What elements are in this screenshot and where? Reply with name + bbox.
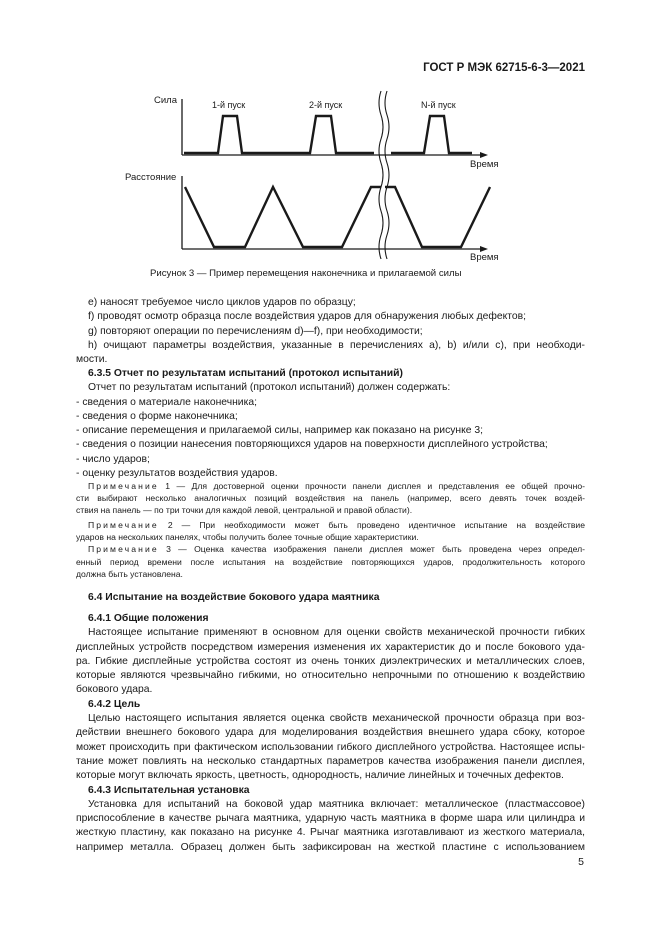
paragraph-line: которые являются чрезвычайно гибкими, но относительно непрочными по отношению к воздействию [76,670,585,682]
paragraph-line: приспособление в качестве рычага маятника, ударную часть маятника в форме шара или цилиндра и [76,813,585,825]
list-item-f: f) проводят осмотр образца после воздействия ударов для обнаружения любых дефектов; [88,311,527,323]
paragraph-line: тание может повлиять на несколько стандартных параметров качества изображения панели дисплея, [76,755,585,767]
section-6-4-1-heading: 6.4.1 Общие положения [88,613,209,624]
list-item-h-continuation: мости. [76,354,108,366]
paragraph-line: действии внешнего бокового удара для моделирования воздействия внешнего удара сбоку, которое [76,727,585,739]
time-axis-label-top: Время [470,159,499,170]
distance-trace-after-break [385,187,490,247]
note-3-line-3: должна быть установлена. [76,568,183,579]
page-number: 5 [578,856,584,868]
report-item: - число ударов; [76,453,150,465]
note-3: Примечание 3 — Оценка качества изображения панели дисплея может быть проведена через определ- [88,544,585,555]
run-n-label: N-й пуск [421,100,456,110]
run-2-label: 2-й пуск [309,100,343,110]
section-6-4-1 [76,612,585,855]
note-3-line-2: енный период времени после испытания на воздействие повторяющихся ударов, продолжительность которого [76,556,585,567]
time-axis-label-bottom: Время [470,252,499,263]
section-6-4-heading-block [76,591,585,605]
report-intro: Отчет по результатам испытаний (протокол испытаний) должен содержать: [88,382,451,394]
procedure-list [76,296,585,367]
note-label: Примечание [88,544,159,555]
distance-axis-label: Расстояние [125,172,177,183]
note-2-line-2: ударов на нескольких панелях, чтобы получить более точные общие характеристики. [76,532,419,543]
axis-break-right [385,91,389,259]
section-6-4-2-heading: 6.4.2 Цель [88,698,141,710]
paragraph-line: например металла. Образец должен быть зафиксирован на жесткой пластине с использованием [76,841,585,853]
paragraph-line: Целью настоящего испытания является оценка свойств механической прочности образца при воз- [88,713,585,725]
list-item-e: е) наносят требуемое число циклов ударов по образцу; [88,297,356,308]
note-1-line-2: сти выбирают несколько аналогичных позиций воздействия на панель (например, всего девять точек воздей- [76,493,585,504]
figure-3-caption: Рисунок 3 — Пример перемещения наконечника и прилагаемой силы [150,268,462,279]
paragraph-line: жесткую пластину, как показано на рисунке 4. Рычаг маятника изготавливают из жесткого материала, [76,827,585,839]
section-6-4-heading: 6.4 Испытание на воздействие бокового удара маятника [88,592,380,603]
paragraph-line: может происходить при фактическом использовании гибкого дисплейного устройства. Настоящее испы- [76,741,585,753]
paragraph-line: Установка для испытаний на боковой удар маятника включает: металлическое (пластмассовое) [88,798,585,810]
list-item-h: h) очищают параметры воздействия, указанные в перечислениях а), b) и/или с), при необходи- [88,339,585,351]
distance-trace [185,187,381,247]
report-item: - сведения о позиции нанесения повторяющихся ударов на поверхности дисплейного устройства; [76,439,548,451]
axis-break-left [379,91,383,259]
paragraph-line: бокового удара. [76,684,153,696]
note-1: Примечание 1 — Для достоверной оценки прочности панели дисплея и представления ее общей прочно- [88,481,585,491]
report-item: - сведения о материале наконечника; [76,396,257,408]
section-6-4-3-heading: 6.4.3 Испытательная установка [88,784,250,796]
notes-block [76,480,585,580]
report-item: - описание перемещения и прилагаемой силы, например как показано на рисунке 3; [76,425,484,437]
force-x-arrowhead [480,152,488,158]
run-1-label: 1-й пуск [212,100,246,110]
force-axis-label: Сила [154,95,177,106]
force-pulse-trace [184,116,374,153]
section-6-3-5 [76,367,585,481]
paragraph-line: ра. Гибкие дисплейные устройства состоят из очень тонких диэлектрических и металлических слоев, [76,655,585,667]
note-1-line-3: ствия на панель — по три точки для каждой левой, центральной и правой области). [76,505,413,516]
note-2: Примечание 2 — При необходимости может быть проведено идентичное испытание на воздействие [88,520,585,531]
note-label: Примечание [88,520,159,531]
list-item-g: g) повторяют операции по перечислениям d)—f), при необходимости; [88,325,423,337]
figure-3-diagram [0,0,661,300]
standard-code-header: ГОСТ Р МЭК 62715-6-3—2021 [423,62,585,74]
force-pulse-trace-after-break [391,116,472,153]
note-label: Примечание [88,481,159,491]
paragraph-line: которые могут включать яркость, цветность, однородность, наличие линейных и точечных дефектов. [76,770,564,782]
report-item: - сведения о форме наконечника; [76,410,238,422]
paragraph-line: Настоящее испытание применяют в основном для оценки свойств механической прочности гибких [88,627,585,639]
paragraph-line: дисплейных устройств посредством измерения изменения их характеристик до и после бокового уда- [76,641,585,653]
section-6-3-5-heading: 6.3.5 Отчет по результатам испытаний (протокол испытаний) [88,368,403,379]
report-item: - оценку результатов воздействия ударов. [76,468,278,480]
